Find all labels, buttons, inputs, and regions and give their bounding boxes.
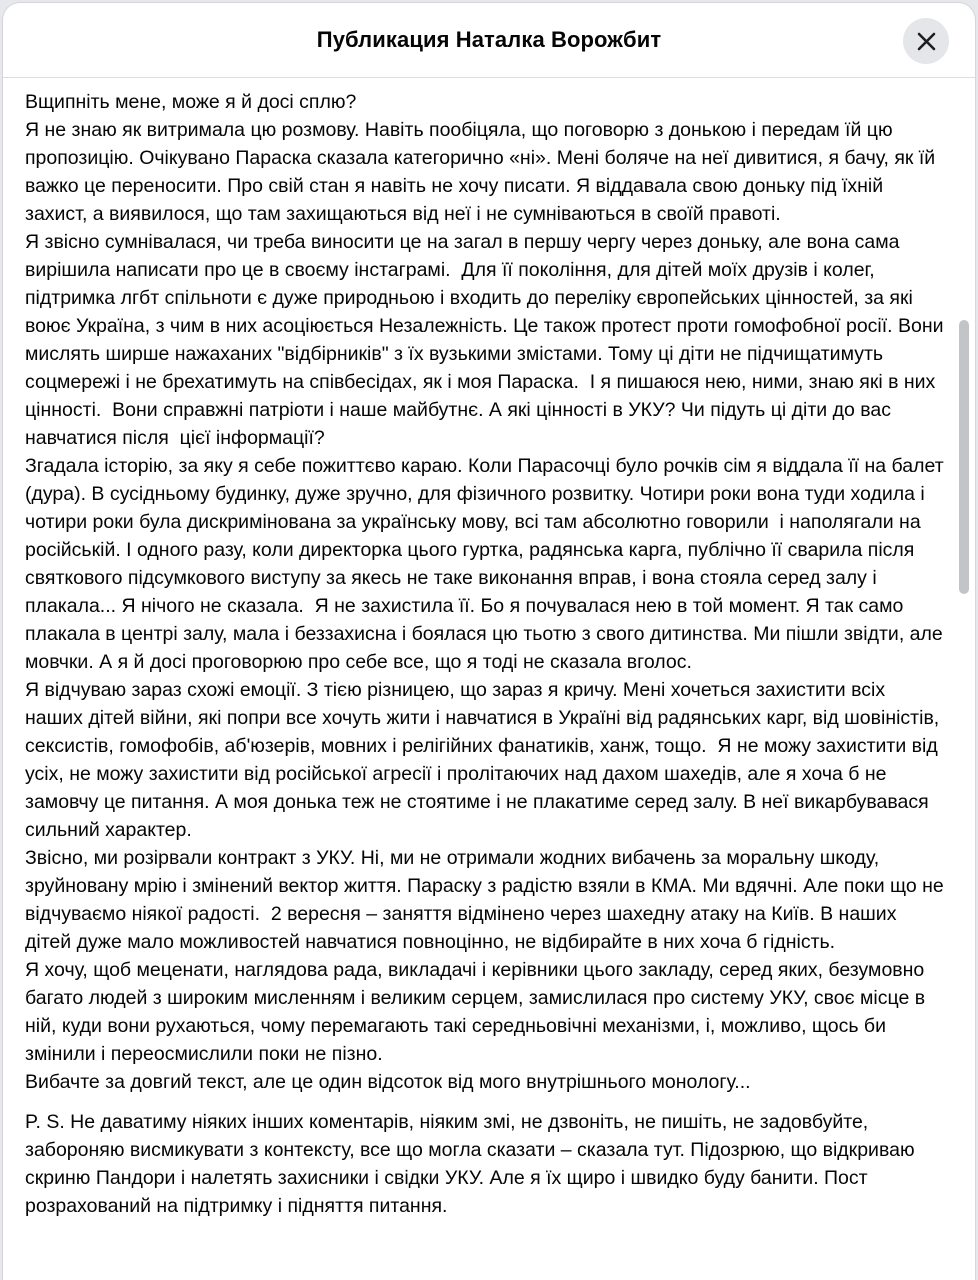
modal-title: Публикация Наталка Ворожбит <box>316 27 662 52</box>
post-paragraph: Я звісно сумнівалася, чи треба виносити це на загал в першу чергу через доньку, але вона сама вирішила написати про це в своєму інстаграмі. Для її покоління, для дітей моїх друзів і колег, підтримка лгбт спільноти є дуже природньою і входить до переліку європейських цінностей, за які воює Україна, з чим в них асоціюється Незалежність. Це також протест проти гомофобної росії. Вони мислять ширше нажаханих "відбірників" з їх вузькими змістами. Тому ці діти не підчищатимуть соцмережі і не брехатимуть на співбесідах, як і моя Параска. І я пишаюся нею, ними, знаю які в них цінності. Вони справжні патріоти і наше майбутнє. А які цінності в УКУ? Чи підуть ці діти до вас навчатися після цієї інформації? <box>25 231 949 449</box>
post-paragraph: Вщипніть мене, може я й досі сплю? <box>25 91 357 113</box>
modal-header <box>3 3 975 78</box>
post-paragraph: Я відчуваю зараз схожі емоції. З тією різницею, що зараз я кричу. Мені хочеться захистити всіх наших дітей війни, які попри все хочуть жити і навчатися в Україні від радянських карг, від шовіністів, сексистів, гомофобів, аб'юзерів, мовних і релігійних фанатиків, ханж, тощо. Я не можу захистити від усіх, не можу захистити від російської агресії і пролітаючих над дахом шахедів, але я хоча б не замовчу це питання. А моя донька теж не стоятиме і не плакатиме серед залу. В неї викарбувавася сильний характер. <box>25 679 945 841</box>
post-ps-paragraph: P. S. Не даватиму ніяких інших коментарів, ніяким змі, не дзвоніть, не пишіть, не задовбуйте, забороняю висмикувати з контексту, все що могла сказати – сказала тут. Підозрюю, що відкриваю скриню Пандори і налетять захисники і свідки УКУ. Але я їх щиро і швидко буду банити. Пост розрахований на підтримку і підняття питання. <box>25 1111 920 1217</box>
post-paragraph: Я не знаю як витримала цю розмову. Навіть пообіцяла, що поговорю з донькою і передам їй цю пропозицію. Очікувано Параска сказала категорично «ні». Мені боляче на неї дивитися, я бачу, як їй важко це переносити. Про свій стан я навіть не хочу писати. Я віддавала свою доньку під їхній захист, а виявилося, що там захищаються від неї і не сумніваються в своїй правоті. <box>25 119 941 225</box>
post-modal <box>2 2 976 1280</box>
post-paragraph: Вибачте за довгий текст, але це один відсоток від мого внутрішнього монологу... <box>25 1071 751 1093</box>
close-icon <box>915 30 938 53</box>
post-paragraph: Звісно, ми розірвали контракт з УКУ. Ні, ми не отримали жодних вибачень за моральну шкоду, зруйновану мрію і змінений вектор життя. Параску з радістю взяли в КМА. Ми вдячні. Але поки що не відчуваємо ніякої радості. 2 вересня – заняття відмінено через шахедну атаку на Київ. В наших дітей дуже мало можливостей навчатися повноцінно, не відбирайте в них хоча б гідність. <box>25 847 950 953</box>
post-paragraph: Я хочу, щоб меценати, наглядова рада, викладачі і керівники цього закладу, серед яких, безумовно багато людей з широким мисленням і великим серцем, замислилася про систему УКУ, своє місце в ній, куди вони рухаються, чому перемагають такі середньовічні механізми, і, можливо, щось би змінили і переосмислили поки не пізно. <box>25 959 931 1065</box>
close-button[interactable] <box>903 18 949 64</box>
post-paragraph: Згадала історію, за яку я себе пожиттєво караю. Коли Парасочці було рочків сім я віддала її на балет (дура). В сусідньому будинку, дуже зручно, для фізичного розвитку. Чотири роки вона туди ходила і чотири роки була дискримінована за українську мову, всі там абсолютно говорили і наполягали на російській. І одного разу, коли директорка цього гуртка, радянська карга, публічно її сварила після святкового підсумкового виступу за якесь не таке виконання вправ, і вона стояла серед залу і плакала... Я нічого не сказала. Я не захистила її. Бо я почувалася нею в той момент. Я так само плакала в центрі залу, мала і беззахисна і боялася цю тьотю з свого дитинства. Ми пішли звідти, але мовчки. А я й досі проговорюю про себе все, що я тоді не сказала вголос. <box>25 455 950 673</box>
post-body <box>3 78 975 1220</box>
scrollbar-thumb[interactable] <box>959 320 969 594</box>
